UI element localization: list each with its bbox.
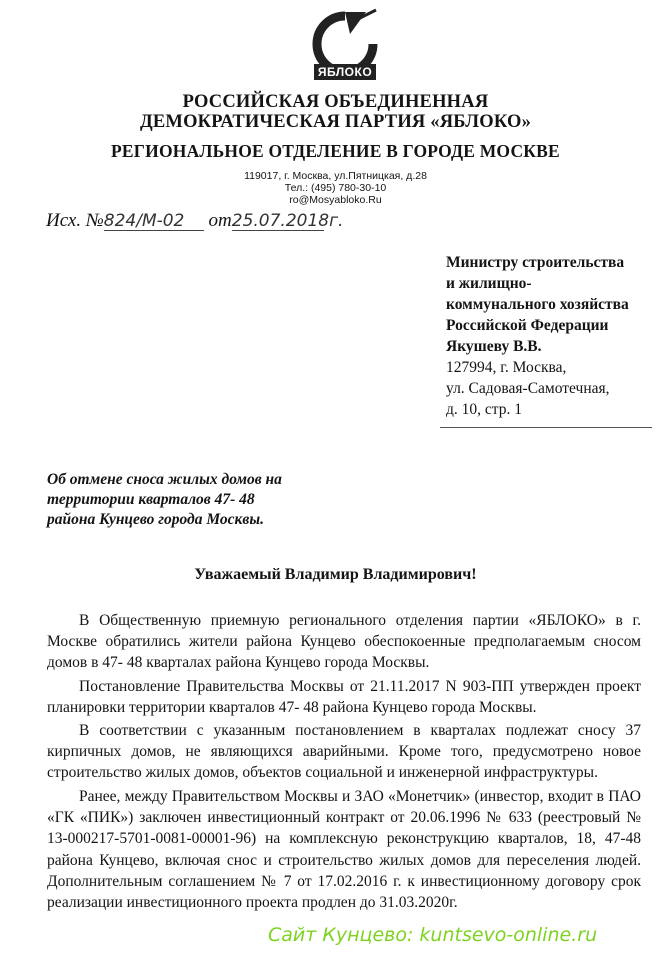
recipient-address: 127994, г. Москва,	[446, 359, 567, 376]
recipient-line: Министру строительства	[446, 254, 625, 271]
org-phone: Тел.: (495) 780-30-10	[284, 182, 387, 194]
recipient-divider	[440, 427, 652, 428]
recipient-address: д. 10, стр. 1	[446, 401, 522, 418]
body-paragraph-4: Ранее, между Правительством Москвы и ЗАО «Монетчик» (инвестор, входит в ПАО «ГК «ПИК») заключен инвестиционный контракт от 20.06.1996 № 633 (реестровый № 13-000217-5701-0081-00001-96) на комплексную реконструкцию кварталов, 18, 47-48 района Кунцево, включая снос и строительство жилых домов для переселения людей. Дополнительным соглашением № 7 от 17.02.2016 г. к инвестиционному договору срок реализации инвестиционного проекта продлен до 31.03.2020г.	[47, 788, 641, 912]
outgoing-reference	[46, 210, 344, 232]
org-email: ro@Mosyabloko.Ru	[289, 194, 382, 206]
greeting: Уважаемый Владимир Владимирович!	[194, 566, 477, 583]
body-paragraph-2: Постановление Правительства Москвы от 21.11.2017 N 903-ПП утвержден проект планировки территории кварталов 47- 48 района Кунцево города Москвы.	[47, 678, 641, 717]
reference-date: 25.07.2018г.	[231, 211, 344, 231]
reference-number: 824/М-02	[104, 212, 204, 231]
reference-prefix: Исх. №	[46, 210, 104, 231]
recipient-line: коммунального хозяйства	[446, 296, 629, 313]
org-address: 119017, г. Москва, ул.Пятницкая, д.28	[244, 170, 427, 182]
recipient-line: Российской Федерации	[446, 317, 609, 334]
body-paragraph-1: В Общественную приемную регионального отделения партии «ЯБЛОКО» в г. Москве обратились жители района Кунцево обеспокоенные предполагаемым сносом домов в 47- 48 кварталах района Кунцево города Москвы.	[47, 612, 641, 672]
yabloko-logo	[306, 8, 384, 82]
logo-text: ЯБЛОКО	[317, 65, 373, 79]
regional-branch-title: РЕГИОНАЛЬНОЕ ОТДЕЛЕНИЕ В ГОРОДЕ МОСКВЕ	[111, 141, 560, 161]
reference-date-prefix: от	[208, 210, 232, 231]
recipient-block	[446, 252, 666, 420]
recipient-name: Якушеву В.В.	[446, 338, 542, 355]
subject-line: территории кварталов 47- 48	[47, 491, 255, 508]
recipient-line: и жилищно-	[446, 275, 532, 292]
recipient-address: ул. Садовая-Самотечная,	[446, 380, 610, 397]
org-name-line1: РОССИЙСКАЯ ОБЪЕДИНЕННАЯ	[182, 92, 489, 112]
body-paragraph-3: В соответствии с указанным постановлением в кварталах подлежат сносу 37 кирпичных домов, не являющихся аварийными. Кроме того, предусмотрено новое строительство жилых домов, объектов социальной и инженерной инфраструктуры.	[47, 722, 641, 782]
site-watermark: Сайт Кунцево: kuntsevo-online.ru	[268, 924, 598, 946]
subject-line: Об отмене сноса жилых домов на	[47, 471, 282, 488]
subject-line: района Кунцево города Москвы.	[47, 511, 264, 528]
org-name-line2: ДЕМОКРАТИЧЕСКАЯ ПАРТИЯ «ЯБЛОКО»	[139, 112, 532, 132]
letter-subject	[47, 470, 347, 530]
